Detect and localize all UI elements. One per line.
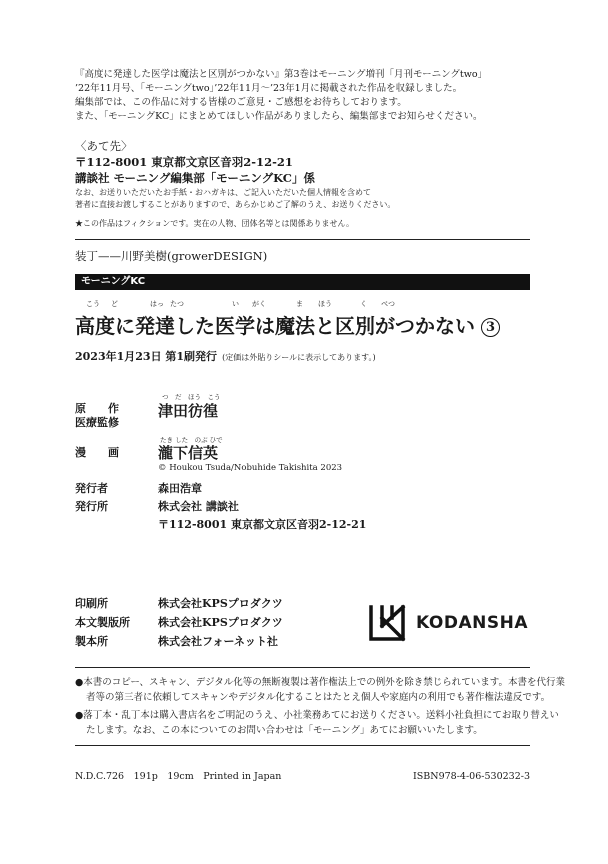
- address-note-1: なお、お送りいただいたお手紙・おハガキは、ご記入いただいた個人情報を含めて: [75, 188, 371, 197]
- divider: [75, 745, 530, 746]
- book-title: [75, 314, 500, 338]
- intro-line-1: 『高度に発達した医学は魔法と区別がつかない』第3巻はモーニング増刊「月刊モーニングtwo」: [75, 69, 488, 80]
- title-ruby: たつ: [170, 300, 184, 308]
- text-name: 株式会社KPSプロダクツ: [158, 616, 283, 629]
- title-ruby: がく: [252, 300, 266, 308]
- title-ruby: はっ: [150, 300, 164, 308]
- manga-name-ruby: たき した のぶ ひで: [160, 436, 223, 444]
- intro-line-2: ’22年11月号、「モーニングtwo」’22年11月〜’23年1月に掲載された作品を収録しました。: [75, 83, 463, 94]
- title-ruby: ま: [296, 300, 303, 308]
- edition-date: 2023年1月23日 第1刷発行: [75, 350, 218, 363]
- manga-artist-name: 瀧下信英: [158, 444, 219, 462]
- house-role: 発行所: [75, 500, 108, 513]
- book-title-text: 高度に発達した医学は魔法と区別がつかない: [75, 314, 475, 338]
- title-ruby: べつ: [381, 300, 395, 308]
- publisher-role: 発行者: [75, 482, 108, 495]
- volume-number: 3: [481, 318, 500, 337]
- text-role: 本文製版所: [75, 616, 130, 629]
- title-ruby: こう: [86, 300, 100, 308]
- kodansha-logo-icon: [368, 604, 406, 642]
- edition-line: [75, 345, 376, 364]
- binding-name: 株式会社フォーネット社: [158, 635, 278, 648]
- legal-line-2: 者等の第三者に依頼してスキャンやデジタル化することはたとえ個人や家庭内の利用でも著作権法違反です。: [86, 692, 551, 703]
- original-name-ruby: つ だ ほう こう: [162, 393, 221, 401]
- fiction-notice: ★この作品はフィクションです。実在の人物、団体名等とは関係ありません。: [75, 219, 355, 228]
- print-name: 株式会社KPSプロダクツ: [158, 597, 283, 610]
- address-note-2: 著者に直接お渡しすることがありますので、あらかじめご了解のうえ、お送りください。: [75, 200, 396, 209]
- kodansha-logo-text: KODANSHA: [416, 613, 528, 633]
- legal-line-4: たします。なお、この本についてのお問い合わせは「モーニング」あてにお願いいたします。: [86, 725, 483, 736]
- intro-line-3: 編集部では、この作品に対する皆様のご意見・ご感想をお待ちしております。: [75, 97, 407, 108]
- title-ruby: い: [232, 300, 239, 308]
- legal-line-1: ●本書のコピー、スキャン、デジタル化等の無断複製は著作権法上での例外を除き禁じられています。本書を代行業: [75, 677, 565, 688]
- print-role: 印刷所: [75, 597, 108, 610]
- copyright: © Houkou Tsuda/Nobuhide Takishita 2023: [158, 463, 343, 473]
- isbn: ISBN978-4-06-530232-3: [413, 771, 530, 782]
- imprint-label: モーニングKC: [75, 274, 530, 290]
- publisher-name: 森田浩章: [158, 482, 202, 495]
- house-address: 〒112-8001 東京都文京区音羽2-12-21: [158, 518, 367, 531]
- manga-role: 漫 画: [75, 446, 119, 459]
- address-postal: 〒112-8001 東京都文京区音羽2-12-21: [75, 155, 293, 169]
- address-dept: 講談社 モーニング編集部「モーニングKC」係: [75, 171, 315, 185]
- original-role: 原 作: [75, 402, 119, 415]
- title-ruby: ど: [111, 300, 118, 308]
- address-heading: 〈あて先〉: [75, 139, 133, 153]
- binding-role: 製本所: [75, 635, 108, 648]
- intro-line-4: また、「モーニングKC」にまとめてほしい作品がありましたら、編集部までお知らせください。: [75, 111, 483, 122]
- house-name: 株式会社 講談社: [158, 500, 239, 513]
- legal-line-3: ●落丁本・乱丁本は購入書店名をご明記のうえ、小社業務あてにお送りください。送料小社負担にてお取り替えい: [75, 710, 559, 721]
- title-ruby: く: [360, 300, 367, 308]
- title-ruby: ほう: [318, 300, 332, 308]
- edition-note: (定価は外貼りシールに表示してあります。): [222, 353, 376, 362]
- original-author-name: 津田彷徨: [158, 402, 219, 420]
- divider: [75, 239, 530, 240]
- ndc-info: N.D.C.726 191p 19cm Printed in Japan: [75, 771, 282, 782]
- divider: [75, 667, 530, 668]
- design-credit: 装丁——川野美樹(growerDESIGN): [75, 249, 268, 263]
- medical-role: 医療監修: [75, 416, 119, 429]
